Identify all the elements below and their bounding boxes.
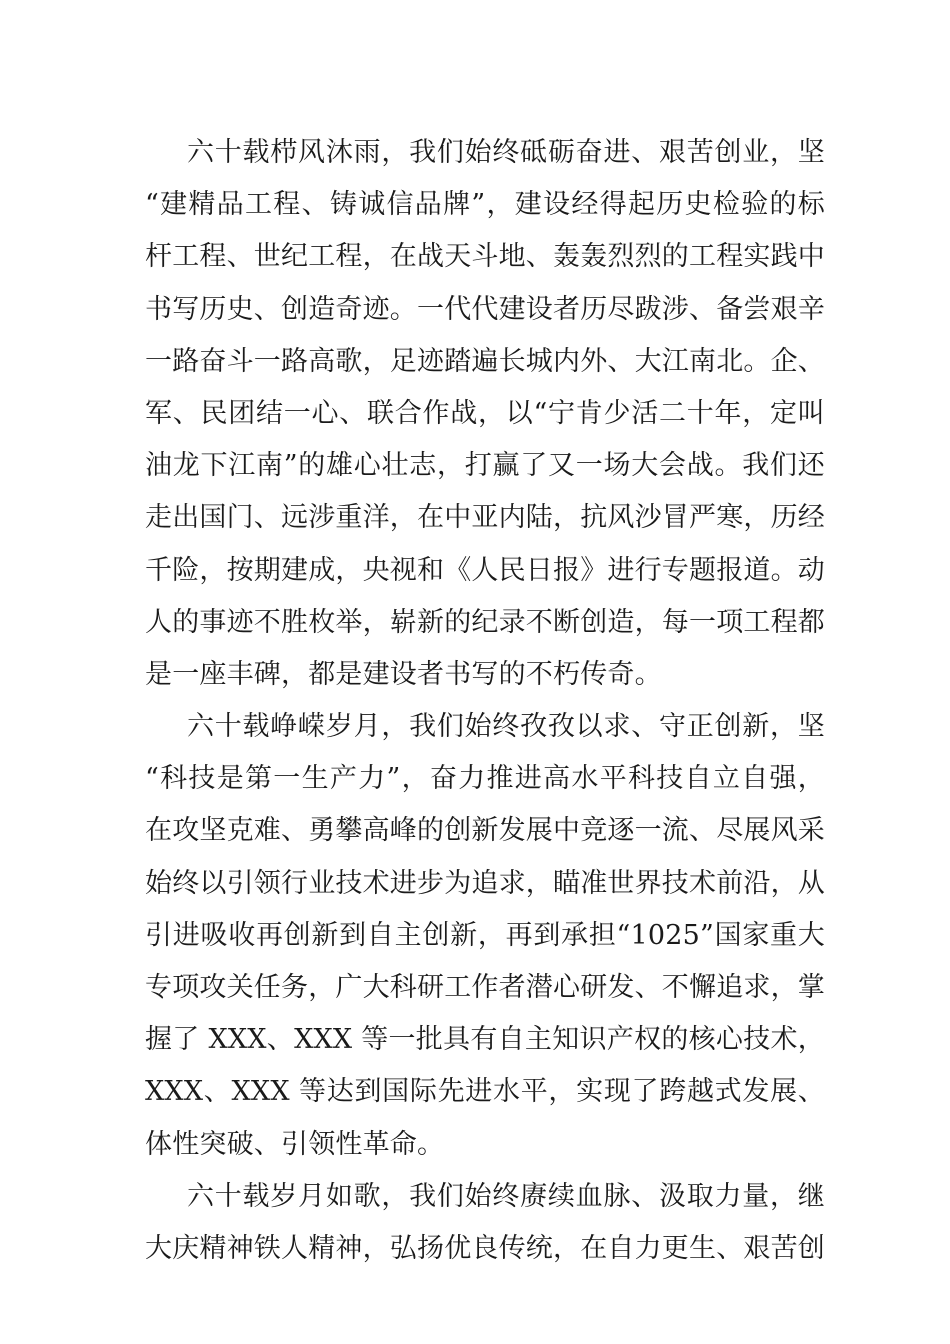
paragraph-1-line-5: 一路奋斗一路高歌，足迹踏遍长城内外、大江南北。企、 [145,345,825,377]
paragraph-2-line-5: 引进吸收再创新到自主创新，再到承担“1025”国家重大 [145,919,825,951]
paragraph-1-line-8: 走出国门、远涉重洋，在中亚内陆，抗风沙冒严寒，历经 [145,502,825,534]
paragraph-1-line-6: 军、民团结一心、联合作战，以“宁肯少活二十年，定叫 [145,397,825,429]
paragraph-1-line-2: “建精品工程、铸诚信品牌”，建设经得起历史检验的标 [145,189,825,221]
paragraph-1-line-7: 油龙下江南”的雄心壮志，打赢了又一场大会战。我们还 [145,450,825,482]
paragraph-3-line-1: 六十载岁月如歌，我们始终赓续血脉、汲取力量，继 [187,1180,825,1212]
paragraph-2-line-8: XXX、XXX 等达到国际先进水平，实现了跨越式发展、 [145,1076,825,1108]
paragraph-1-line-11: 是一座丰碑，都是建设者书写的不朽传奇。 [145,658,662,690]
paragraph-1-line-1: 六十载栉风沐雨，我们始终砥砺奋进、艰苦创业，坚 [187,137,825,168]
paragraph-2-line-1: 六十载峥嵘岁月，我们始终孜孜以求、守正创新，坚 [187,711,825,743]
paragraph-2-line-2: “科技是第一生产力”，奋力推进高水平科技自立自强， [145,763,825,795]
paragraph-2-line-4: 始终以引领行业技术进步为追求，瞄准世界技术前沿，从 [145,867,825,899]
paragraph-1-line-9: 千险，按期建成，央视和《人民日报》进行专题报道。动 [145,554,825,586]
paragraph-1-line-3: 杆工程、世纪工程，在战天斗地、轰轰烈烈的工程实践中 [145,241,825,273]
paragraph-2-line-9: 体性突破、引领性革命。 [145,1128,445,1160]
paragraph-2-line-6: 专项攻关任务，广大科研工作者潜心研发、不懈追求，掌 [145,972,825,1003]
paragraph-1-line-10: 人的事迹不胜枚举，崭新的纪录不断创造，每一项工程都 [145,606,825,638]
paragraph-3-line-2: 大庆精神铁人精神，弘扬优良传统，在自力更生、艰苦创 [145,1232,825,1264]
paragraph-1-line-4: 书写历史、创造奇迹。一代代建设者历尽跋涉、备尝艰辛 [145,293,825,325]
paragraph-2-line-7: 握了 XXX、XXX 等一批具有自主知识产权的核心技术， [145,1024,825,1056]
document-body [145,127,825,1275]
paragraph-2-line-3: 在攻坚克难、勇攀高峰的创新发展中竞逐一流、尽展风采 [145,815,825,847]
